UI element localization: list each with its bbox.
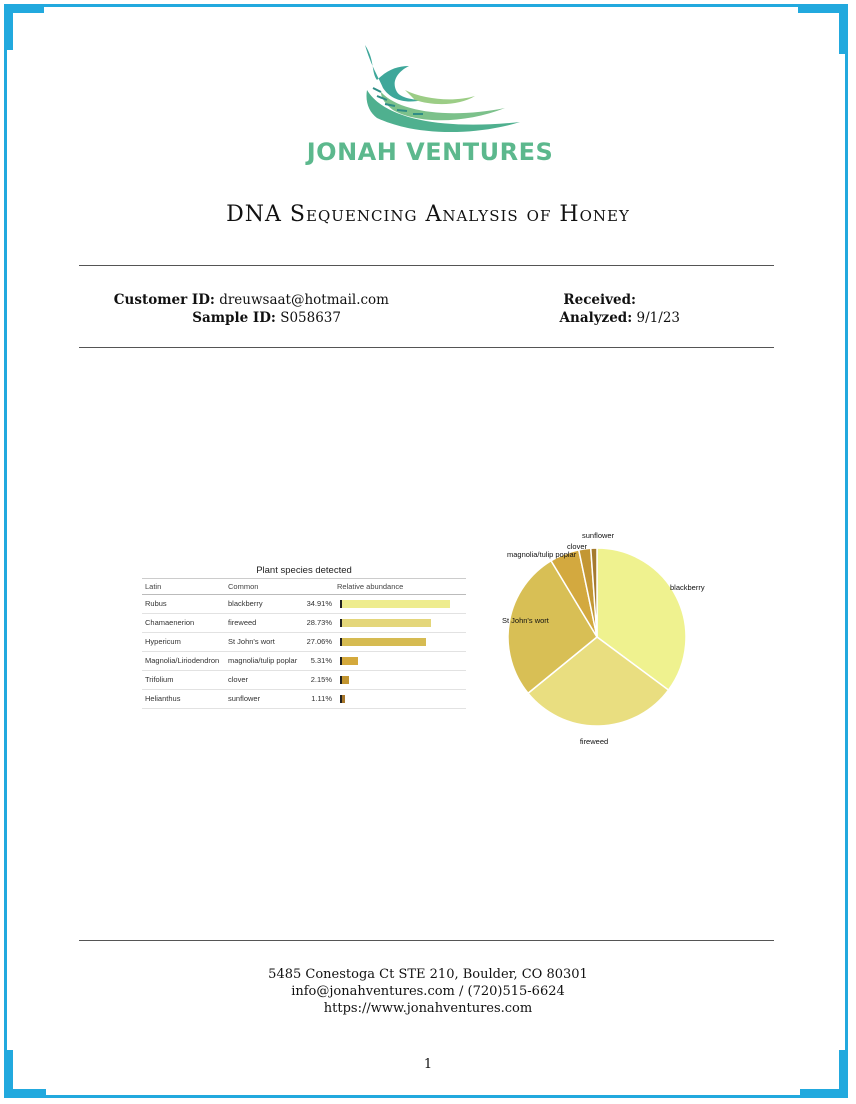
footer-address: 5485 Conestoga Ct STE 210, Boulder, CO 80301 bbox=[268, 967, 588, 982]
abundance-bar bbox=[340, 619, 466, 627]
cell-common: fireweed bbox=[228, 618, 257, 627]
bar-fill bbox=[342, 619, 431, 627]
table-row bbox=[142, 614, 466, 633]
cell-common: sunflower bbox=[228, 694, 261, 703]
cell-percent: 28.73% bbox=[306, 618, 332, 627]
table-row bbox=[142, 595, 466, 614]
table-row bbox=[142, 671, 466, 690]
cell-latin: Hypericum bbox=[145, 637, 181, 646]
analyzed-row bbox=[460, 309, 680, 327]
bar-fill bbox=[342, 600, 450, 608]
received-label: Received: bbox=[563, 292, 636, 308]
analyzed-label: Analyzed: bbox=[559, 310, 633, 326]
cell-latin: Helianthus bbox=[145, 694, 181, 703]
divider-footer bbox=[79, 940, 774, 941]
analyzed-value: 9/1/23 bbox=[636, 310, 680, 326]
pie-label: St John's wort bbox=[502, 616, 549, 625]
meta-right bbox=[460, 291, 680, 327]
header-common: Common bbox=[228, 582, 259, 591]
brand-name: JONAH VENTURES bbox=[306, 138, 554, 166]
abundance-bar bbox=[340, 638, 466, 646]
sample-id-row bbox=[79, 309, 389, 327]
abundance-bar bbox=[340, 600, 466, 608]
pie-label: fireweed bbox=[579, 737, 609, 746]
table-row bbox=[142, 690, 466, 709]
cell-common: St John's wort bbox=[228, 637, 275, 646]
cell-latin: Magnolia/Liriodendron bbox=[145, 656, 220, 665]
corner-mark-tr-v bbox=[839, 4, 848, 54]
table-row bbox=[142, 633, 466, 652]
cell-common: magnolia/tulip poplar bbox=[228, 656, 298, 665]
pie-label: blackberry bbox=[670, 583, 705, 592]
footer-website: https://www.jonahventures.com bbox=[323, 1001, 533, 1016]
abundance-bar bbox=[340, 695, 466, 703]
bar-fill bbox=[342, 638, 426, 646]
footer bbox=[0, 966, 856, 1017]
bar-fill bbox=[342, 695, 345, 703]
cell-latin: Chamaenerion bbox=[145, 618, 195, 627]
bar-fill bbox=[342, 657, 358, 665]
customer-id-row bbox=[79, 291, 389, 309]
header-latin: Latin bbox=[145, 582, 162, 591]
bar-fill bbox=[342, 676, 349, 684]
table-title: Plant species detected bbox=[142, 562, 466, 579]
cell-percent: 2.15% bbox=[310, 675, 332, 684]
abundance-bar bbox=[340, 676, 466, 684]
footer-contact: info@jonahventures.com / (720)515-6624 bbox=[291, 984, 565, 999]
brand-logo bbox=[305, 40, 555, 170]
table-row bbox=[142, 652, 466, 671]
cell-common: blackberry bbox=[228, 599, 263, 608]
cell-percent: 27.06% bbox=[306, 637, 332, 646]
pie-label: sunflower bbox=[582, 531, 615, 540]
pie-label: clover bbox=[567, 542, 588, 551]
sample-id-value: S058637 bbox=[280, 310, 341, 326]
abundance-pie-chart bbox=[490, 525, 710, 755]
whale-tail-wave-icon bbox=[305, 40, 555, 140]
header-abundance: Relative abundance bbox=[337, 582, 404, 591]
cell-common: clover bbox=[228, 675, 249, 684]
customer-id-label: Customer ID: bbox=[113, 292, 215, 308]
sample-id-label: Sample ID: bbox=[192, 310, 276, 326]
cell-percent: 34.91% bbox=[306, 599, 332, 608]
table-body bbox=[142, 595, 466, 709]
abundance-bar bbox=[340, 657, 466, 665]
corner-mark-tl-v bbox=[4, 4, 13, 50]
cell-latin: Rubus bbox=[145, 599, 167, 608]
table-header bbox=[142, 579, 466, 595]
customer-id-value: dreuwsaat@hotmail.com bbox=[219, 292, 389, 308]
species-table bbox=[142, 562, 466, 709]
cell-latin: Trifolium bbox=[145, 675, 174, 684]
meta-left bbox=[79, 291, 389, 327]
page-title: DNA Sequencing Analysis of Honey bbox=[226, 202, 630, 227]
cell-percent: 5.31% bbox=[310, 656, 332, 665]
cell-percent: 1.11% bbox=[311, 694, 332, 703]
pie-label: magnolia/tulip poplar bbox=[507, 550, 577, 559]
received-row bbox=[460, 291, 680, 309]
divider-top bbox=[79, 265, 774, 266]
divider-meta bbox=[79, 347, 774, 348]
page-number: 1 bbox=[423, 1057, 433, 1072]
